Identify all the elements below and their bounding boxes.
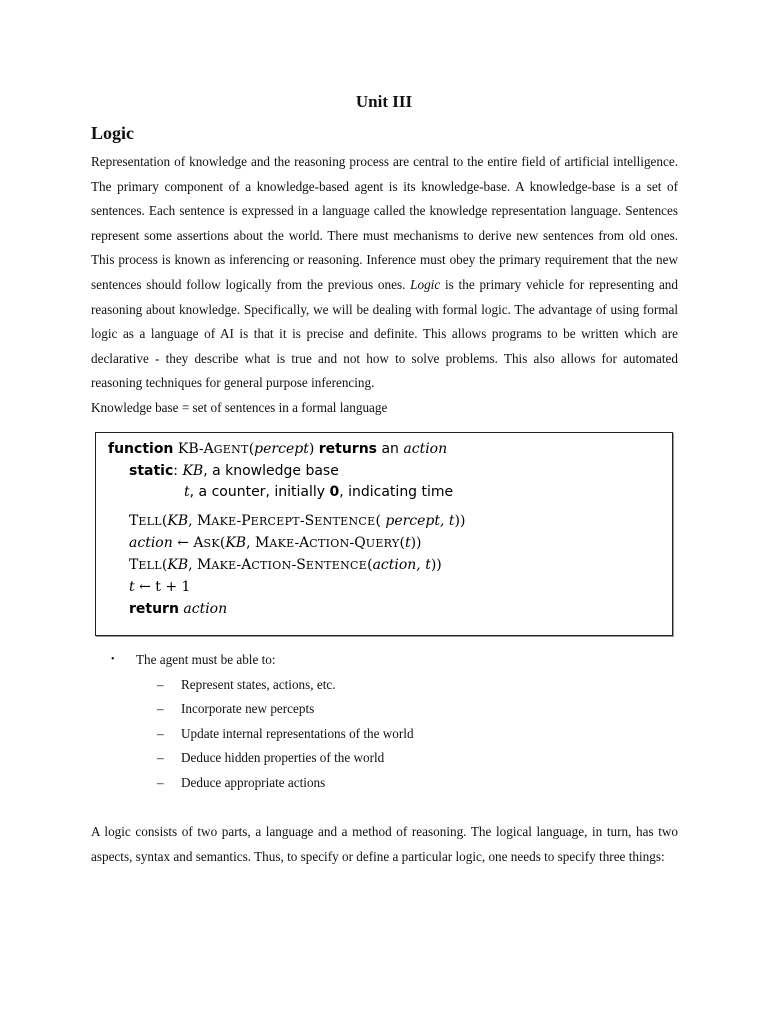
unit-title: Unit III: [355, 92, 413, 111]
function-keyword: function: [108, 441, 174, 457]
algorithm-line-2: static: KB, a knowledge base: [129, 463, 339, 479]
returns-keyword: returns: [318, 441, 378, 457]
static-keyword: static: [129, 463, 174, 479]
kb-agent-algorithm-box: [95, 432, 673, 636]
closing-paragraph: A logic consists of two parts, a language and a method of reasoning. The logical language, in turn, has two aspects, syntax and semantics. Thus, to specify or define a particular logic, one needs to specify three things:: [91, 824, 678, 864]
intro-text-b: is the primary vehicle for representing and reasoning about knowledge. Specifically, we will be dealing with formal logic. The advantage of using formal logic as a language of AI is that it is precise and definite. This allows programs to be written which are declarative - they describe what is true and not how to solve problems. This also allows for automated reasoning techniques for general purpose inferencing.: [91, 276, 678, 391]
dash-icon: –: [157, 677, 164, 692]
section-title: Logic: [91, 123, 134, 143]
dash-icon: –: [157, 775, 164, 790]
algorithm-line-1: function KB-AGENT(percept) returns an action: [108, 441, 448, 457]
logic-emphasis: Logic: [410, 276, 441, 292]
document-page: Unit III Logic Representation of knowledge and the reasoning process are central to the entire field of artificial intelligence. The primary component of a knowledge-based agent is its knowledge-base. A knowledge-base is a set of sentences. Each sentence is expressed in a language called the knowledge representation language. Sentences represent some assertions about the world. There must mechanisms to derive new sentences from old ones. This process is known as inferencing or reasoning. Inference must obey the primary requirement that the new sentences should follow logically from the previous ones. Logic is the primary vehicle for representing and reasoning about knowledge. Specifically, we will be dealing with formal logic. The advantage of using formal logic as a language of AI is that it is precise and definite. This allows programs to be written which are declarative - they describe what is true and not how to solve problems. This also allows for automated reasoning techniques for general purpose inferencing. Knowledge base = set of sentences in a formal language function KB-AGENT(percept) returns an action static: KB, a knowledge base t, a counter, initially 0, indicating time TELL(KB, MAKE-PERCEPT-SENTENCE( percept, t)) action ← ASK(KB, MAKE-ACTION-QUERY(t)) TELL(KB, MAKE-ACTION-SENTENCE(action, t)) t ← t + 1 return action • The agent must be able to: – Represent states, actions, etc. – Incorporate new percepts – Update internal representations of the world – Deduce hidden properties of the world – Deduce appropriate actions A logic consists of two parts, a language and a method of reasoning. The logical language, in turn, has two aspects, syntax and semantics. Thus, to specify or define a particular logic, one needs to specify three things:: [0, 0, 768, 1024]
algorithm-line-4: TELL(KB, MAKE-PERCEPT-SENTENCE( percept, t)): [129, 513, 466, 529]
percept-param: percept: [254, 441, 309, 457]
algorithm-line-7: t ← t + 1: [129, 579, 191, 595]
algorithm-line-5: action ← ASK(KB, MAKE-ACTION-QUERY(t)): [129, 535, 422, 551]
kb-definition: Knowledge base = set of sentences in a formal language: [91, 400, 388, 415]
dash-icon: –: [157, 750, 164, 765]
dash-icon: –: [157, 701, 164, 716]
return-keyword: return: [129, 601, 179, 617]
algorithm-line-8: return action: [129, 601, 228, 617]
intro-paragraph: [91, 150, 678, 396]
algorithm-line-6: TELL(KB, MAKE-ACTION-SENTENCE(action, t)): [129, 557, 442, 573]
dash-icon: –: [157, 726, 164, 741]
algorithm-line-3: t, a counter, initially 0, indicating time: [184, 484, 454, 500]
intro-text-a: Representation of knowledge and the reasoning process are central to the entire field of artificial intelligence. The primary component of a knowledge-based agent is its knowledge-base. A knowledge-base is a set of sentences. Each sentence is expressed in a language called the knowledge representation language. Sentences represent some assertions about the world. There must mechanisms to derive new sentences from old ones. This process is known as inferencing or reasoning. Inference must obey the primary requirement that the new sentences should follow logically from the previous ones.: [91, 154, 678, 292]
action-return: action: [403, 441, 448, 457]
bullet-dot-icon: •: [111, 654, 115, 665]
function-name: KB-AGENT: [177, 441, 249, 457]
